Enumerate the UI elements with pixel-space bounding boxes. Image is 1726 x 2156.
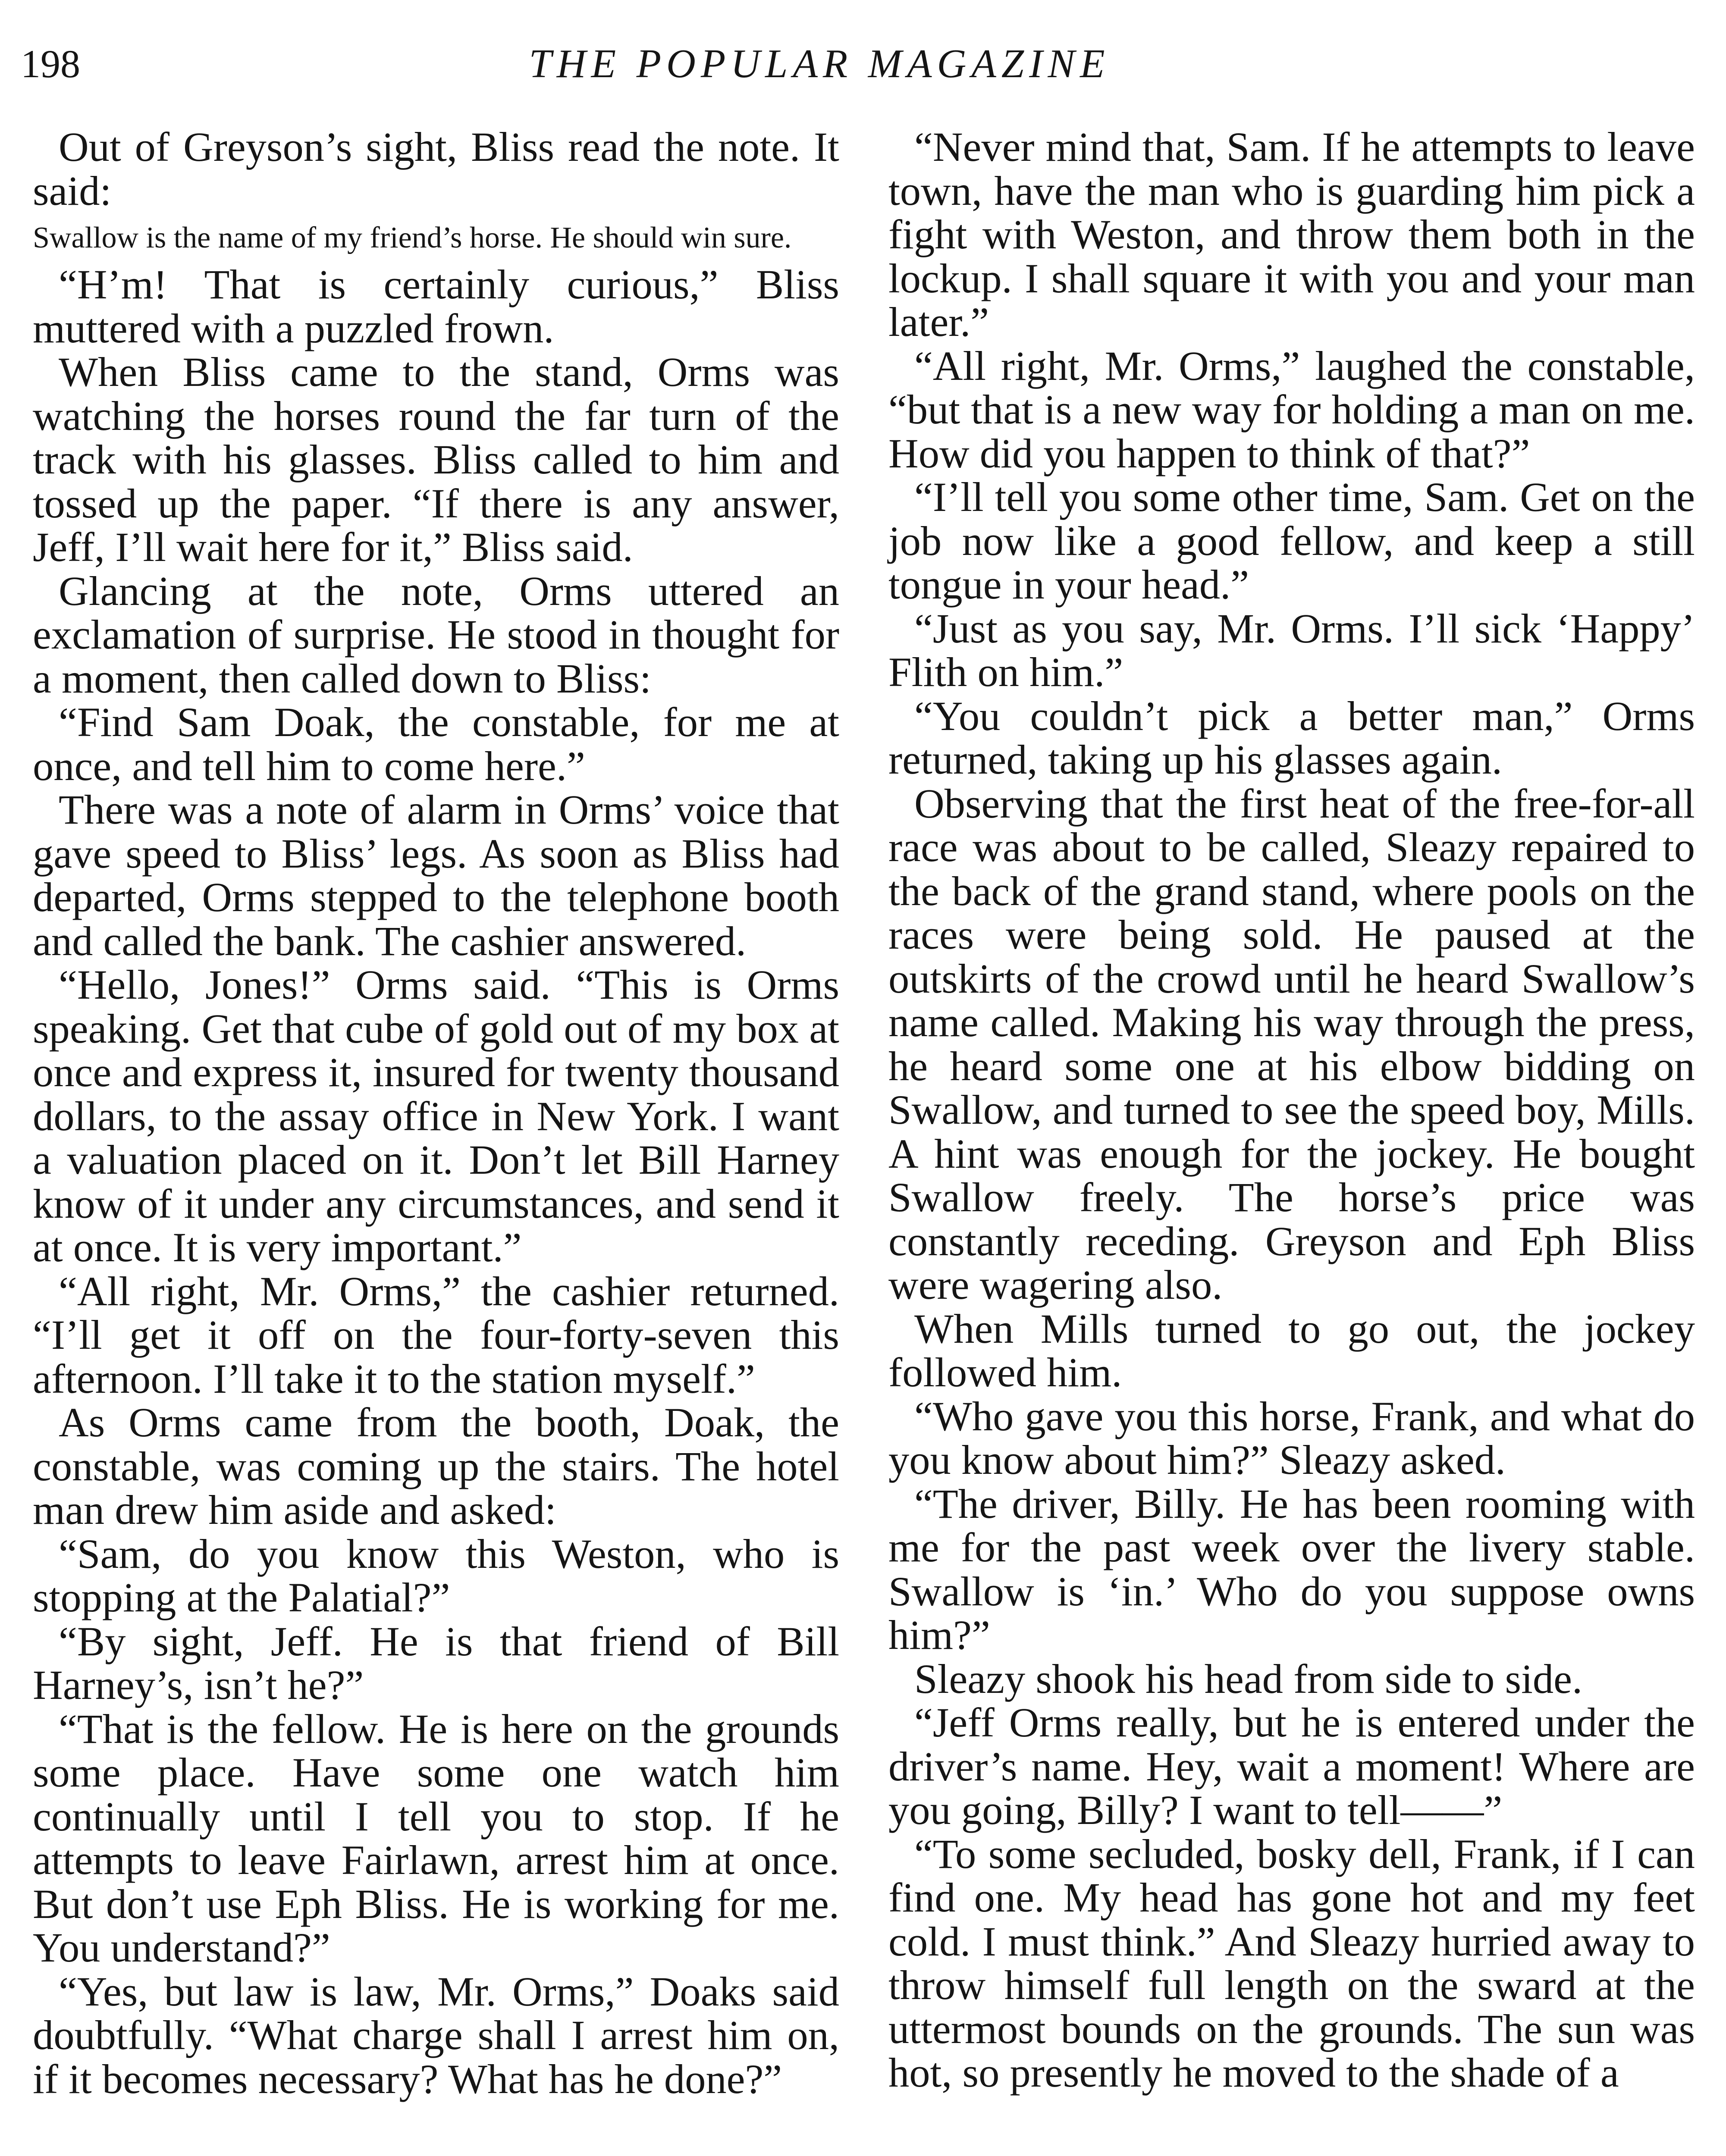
paragraph: “Never mind that, Sam. If he attempts to leave town, have the man who is guarding him pick a fight with Weston, and throw them both in the lockup. I shall square it with you and your man later.” (888, 124, 1695, 345)
right-column (888, 125, 1695, 2095)
paragraph: “All right, Mr. Orms,” the cashier returned. “I’ll get it off on the four-forty-seven this afternoon. I’ll take it to the station myself.” (33, 1268, 839, 1402)
paragraph: “Hello, Jones!” Orms said. “This is Orms speaking. Get that cube of gold out of my box at once and express it, insured for twenty thousand dollars, to the assay office in New York. I want a valuation placed on it. Don’t let Bill Harney know of it under any circumstances, and send it at once. It is very important.” (33, 962, 839, 1270)
paragraph: Sleazy shook his head from side to side. (914, 1655, 1583, 1702)
quoted-note: Swallow is the name of my friend’s horse. He should win sure. (33, 221, 792, 254)
paragraph: Glancing at the note, Orms uttered an exclamation of surprise. He stood in thought for a moment, then called down to Bliss: (33, 567, 839, 702)
paragraph: Observing that the first heat of the free-for-all race was about to be called, Sleazy repaired to the back of the grand stand, where pools on the races were being sold. He paused at the outskirts of the crowd until he heard Swallow’s name called. Making his way through the press, he heard some one at his elbow bidding on Swallow, and turned to see the speed boy, Mills. A hint was enough for the jockey. He bought Swallow freely. The horse’s price was constantly receding. Greyson and Eph Bliss were wagering also. (888, 780, 1695, 1308)
paragraph: There was a note of alarm in Orms’ voice that gave speed to Bliss’ legs. As soon as Bliss had departed, Orms stepped to the telephone booth and called the bank. The cashier answered. (33, 787, 839, 964)
paragraph: “Who gave you this horse, Frank, and what do you know about him?” Sleazy asked. (888, 1393, 1695, 1483)
page-header (0, 38, 1726, 98)
paragraph: “That is the fellow. He is here on the grounds some place. Have some one watch him continually until I tell you to stop. If he attempts to leave Fairlawn, arrest him at once. But don’t use Eph Bliss. He is working for me. You understand?” (33, 1705, 839, 1971)
paragraph: “All right, Mr. Orms,” laughed the constable, “but that is a new way for holding a man on me. How did you happen to think of that?” (888, 342, 1695, 476)
left-column (33, 125, 839, 2101)
paragraph: “H’m! That is certainly curious,” Bliss muttered with a puzzled frown. (33, 261, 839, 351)
paragraph: “Sam, do you know this Weston, who is stopping at the Palatial?” (33, 1530, 839, 1620)
page-number: 198 (21, 42, 80, 86)
paragraph: “The driver, Billy. He has been rooming with me for the past week over the livery stable. Swallow is ‘in.’ Who do you suppose owns him?” (888, 1480, 1695, 1658)
paragraph: “Find Sam Doak, the constable, for me at once, and tell him to come here.” (33, 699, 839, 789)
paragraph: “Just as you say, Mr. Orms. I’ll sick ‘Happy’ Flith on him.” (888, 605, 1695, 695)
running-title: THE POPULAR MAGAZINE (529, 41, 1110, 86)
paragraph: “I’ll tell you some other time, Sam. Get on the job now like a good fellow, and keep a still tongue in your head.” (888, 474, 1695, 608)
paragraph: “You couldn’t pick a better man,” Orms returned, taking up his glasses again. (888, 693, 1695, 783)
paragraph: When Bliss came to the stand, Orms was watching the horses round the far turn of the track with his glasses. Bliss called to him and tossed up the paper. “If there is any answer, Jeff, I’ll wait here for it,” Bliss said. (33, 349, 839, 570)
paragraph: When Mills turned to go out, the jockey followed him. (888, 1305, 1695, 1395)
paragraph: Out of Greyson’s sight, Bliss read the note. It said: (33, 124, 839, 214)
paragraph: “Jeff Orms really, but he is entered under the driver’s name. Hey, wait a moment! Where are you going, Billy? I want to tell——” (888, 1699, 1695, 1833)
paragraph: “Yes, but law is law, Mr. Orms,” Doaks said doubtfully. “What charge shall I arrest him on, if it becomes necessary? What has he done?” (33, 1968, 839, 2102)
paragraph: “By sight, Jeff. He is that friend of Bill Harney’s, isn’t he?” (33, 1618, 839, 1708)
paragraph: As Orms came from the booth, Doak, the constable, was coming up the stairs. The hotel man drew him aside and asked: (33, 1399, 839, 1533)
paragraph: “To some secluded, bosky dell, Frank, if I can find one. My head has gone hot and my feet cold. I must think.” And Sleazy hurried away to throw himself full length on the sward at the uttermost bounds on the grounds. The sun was hot, so presently he moved to the shade of a (888, 1830, 1695, 2096)
